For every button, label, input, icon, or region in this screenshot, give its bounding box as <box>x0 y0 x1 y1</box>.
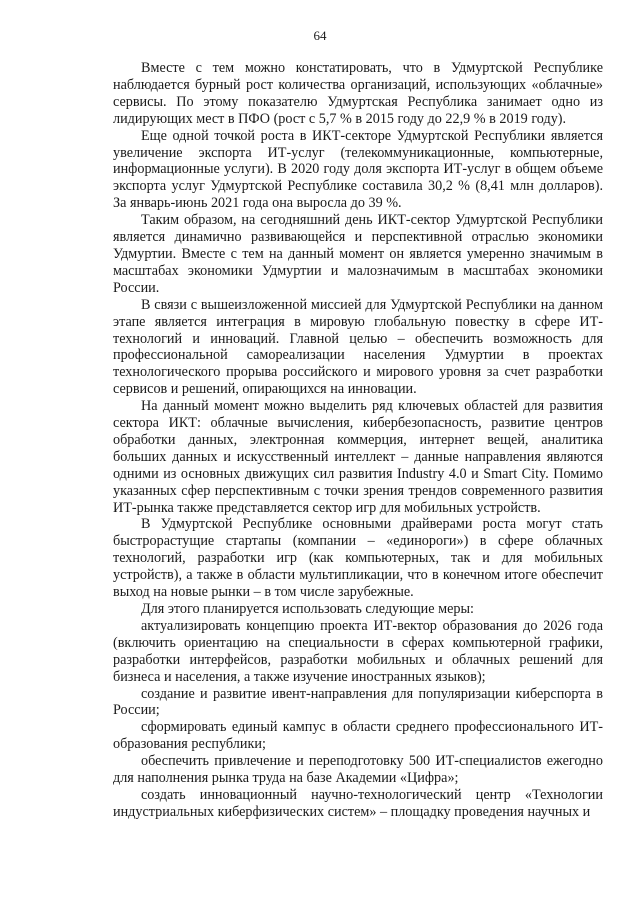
paragraph-ict-sector-summary: Таким образом, на сегодняшний день ИКТ-сектор Удмуртской Республики является динамично развивающейся и перспективной отраслью экономики Удмуртии. Вместе с тем на данный момент он является умеренно значимым в масштабах экономики Удмуртии и малозначимым в масштабах экономики России. <box>113 212 603 296</box>
list-item-innovation-center: создать инновационный научно-технологический центр «Технологии индустриальных киберфизических систем» – площадку проведения научных и <box>113 786 603 820</box>
paragraph-it-export: Еще одной точкой роста в ИКТ-секторе Удмуртской Республики является увеличение экспорта ИТ-услуг (телекоммуникационные, компьютерные, информационные услуги). В 2020 году доля экспорта ИТ-услуг в общем объеме экспорта услуг Удмуртской Республике составила 30,2 % (8,41 млн долларов). За январь-июнь 2021 года она выросла до 39 %. <box>113 127 603 212</box>
paragraph-cloud-growth: Вместе с тем можно констатировать, что в Удмуртской Республике наблюдается бурный рост количества организаций, использующих «облачные» сервисы. По этому показателю Удмуртская Республика занимает одно из лидирующих мест в ПФО (рост с 5,7 % в 2015 году до 22,9 % в 2019 году). <box>113 60 603 127</box>
paragraph-mission: В связи с вышеизложенной миссией для Удмуртской Республики на данном этапе является интеграция в мировую глобальную повестку в сфере ИТ-технологий и инноваций. Главной целью – обеспечить возможность для профессиональной самореализации населения Удмуртии в проектах технологического прорыва российского и мирового уровня за счет разработки сервисов и решений, опирающихся на инновации. <box>113 296 603 398</box>
body-text <box>113 60 603 821</box>
list-item-esports-events: создание и развитие ивент-направления для популяризации киберспорта в России; <box>113 685 603 719</box>
list-item-education-concept: актуализировать концепцию проекта ИТ-вектор образования до 2026 года (включить ориентацию на специальности в сферах компьютерной графики, разработки интерфейсов, разработки мобильных и облачных решений для бизнеса и населения, а также изучение иностранных языков); <box>113 617 603 685</box>
paragraph-measures-intro: Для этого планируется использовать следующие меры: <box>141 601 474 617</box>
paragraph-growth-drivers: В Удмуртской Республике основными драйверами роста могут стать быстрорастущие стартапы (компании – «единороги») в сфере облачных технологий, разработки игр (как компьютерных, так и для мобильных устройств), а также в области мультипликации, что в конечном итоге обеспечит выход на новые рынки – в том числе зарубежные. <box>113 516 603 601</box>
list-item-unified-campus: сформировать единый кампус в области среднего профессионального ИТ-образования республики; <box>113 719 603 753</box>
paragraph-key-areas: На данный момент можно выделить ряд ключевых областей для развития сектора ИКТ: облачные вычисления, кибербезопасность, развитие центров обработки данных, электронная коммерция, интернет вещей, аналитика больших данных и искусственный интеллект – данные направления являются одними из основных движущих сил развития Industry 4.0 и Smart City. Помимо указанных сфер перспективным с точки зрения трендов современного развития ИТ-рынка также представляется сектор игр для мобильных устройств. <box>113 398 603 516</box>
list-item-it-specialists: обеспечить привлечение и переподготовку 500 ИТ-специалистов ежегодно для наполнения рынка труда на базе Академии «Цифра»; <box>113 753 603 787</box>
page-number: 64 <box>313 28 327 43</box>
